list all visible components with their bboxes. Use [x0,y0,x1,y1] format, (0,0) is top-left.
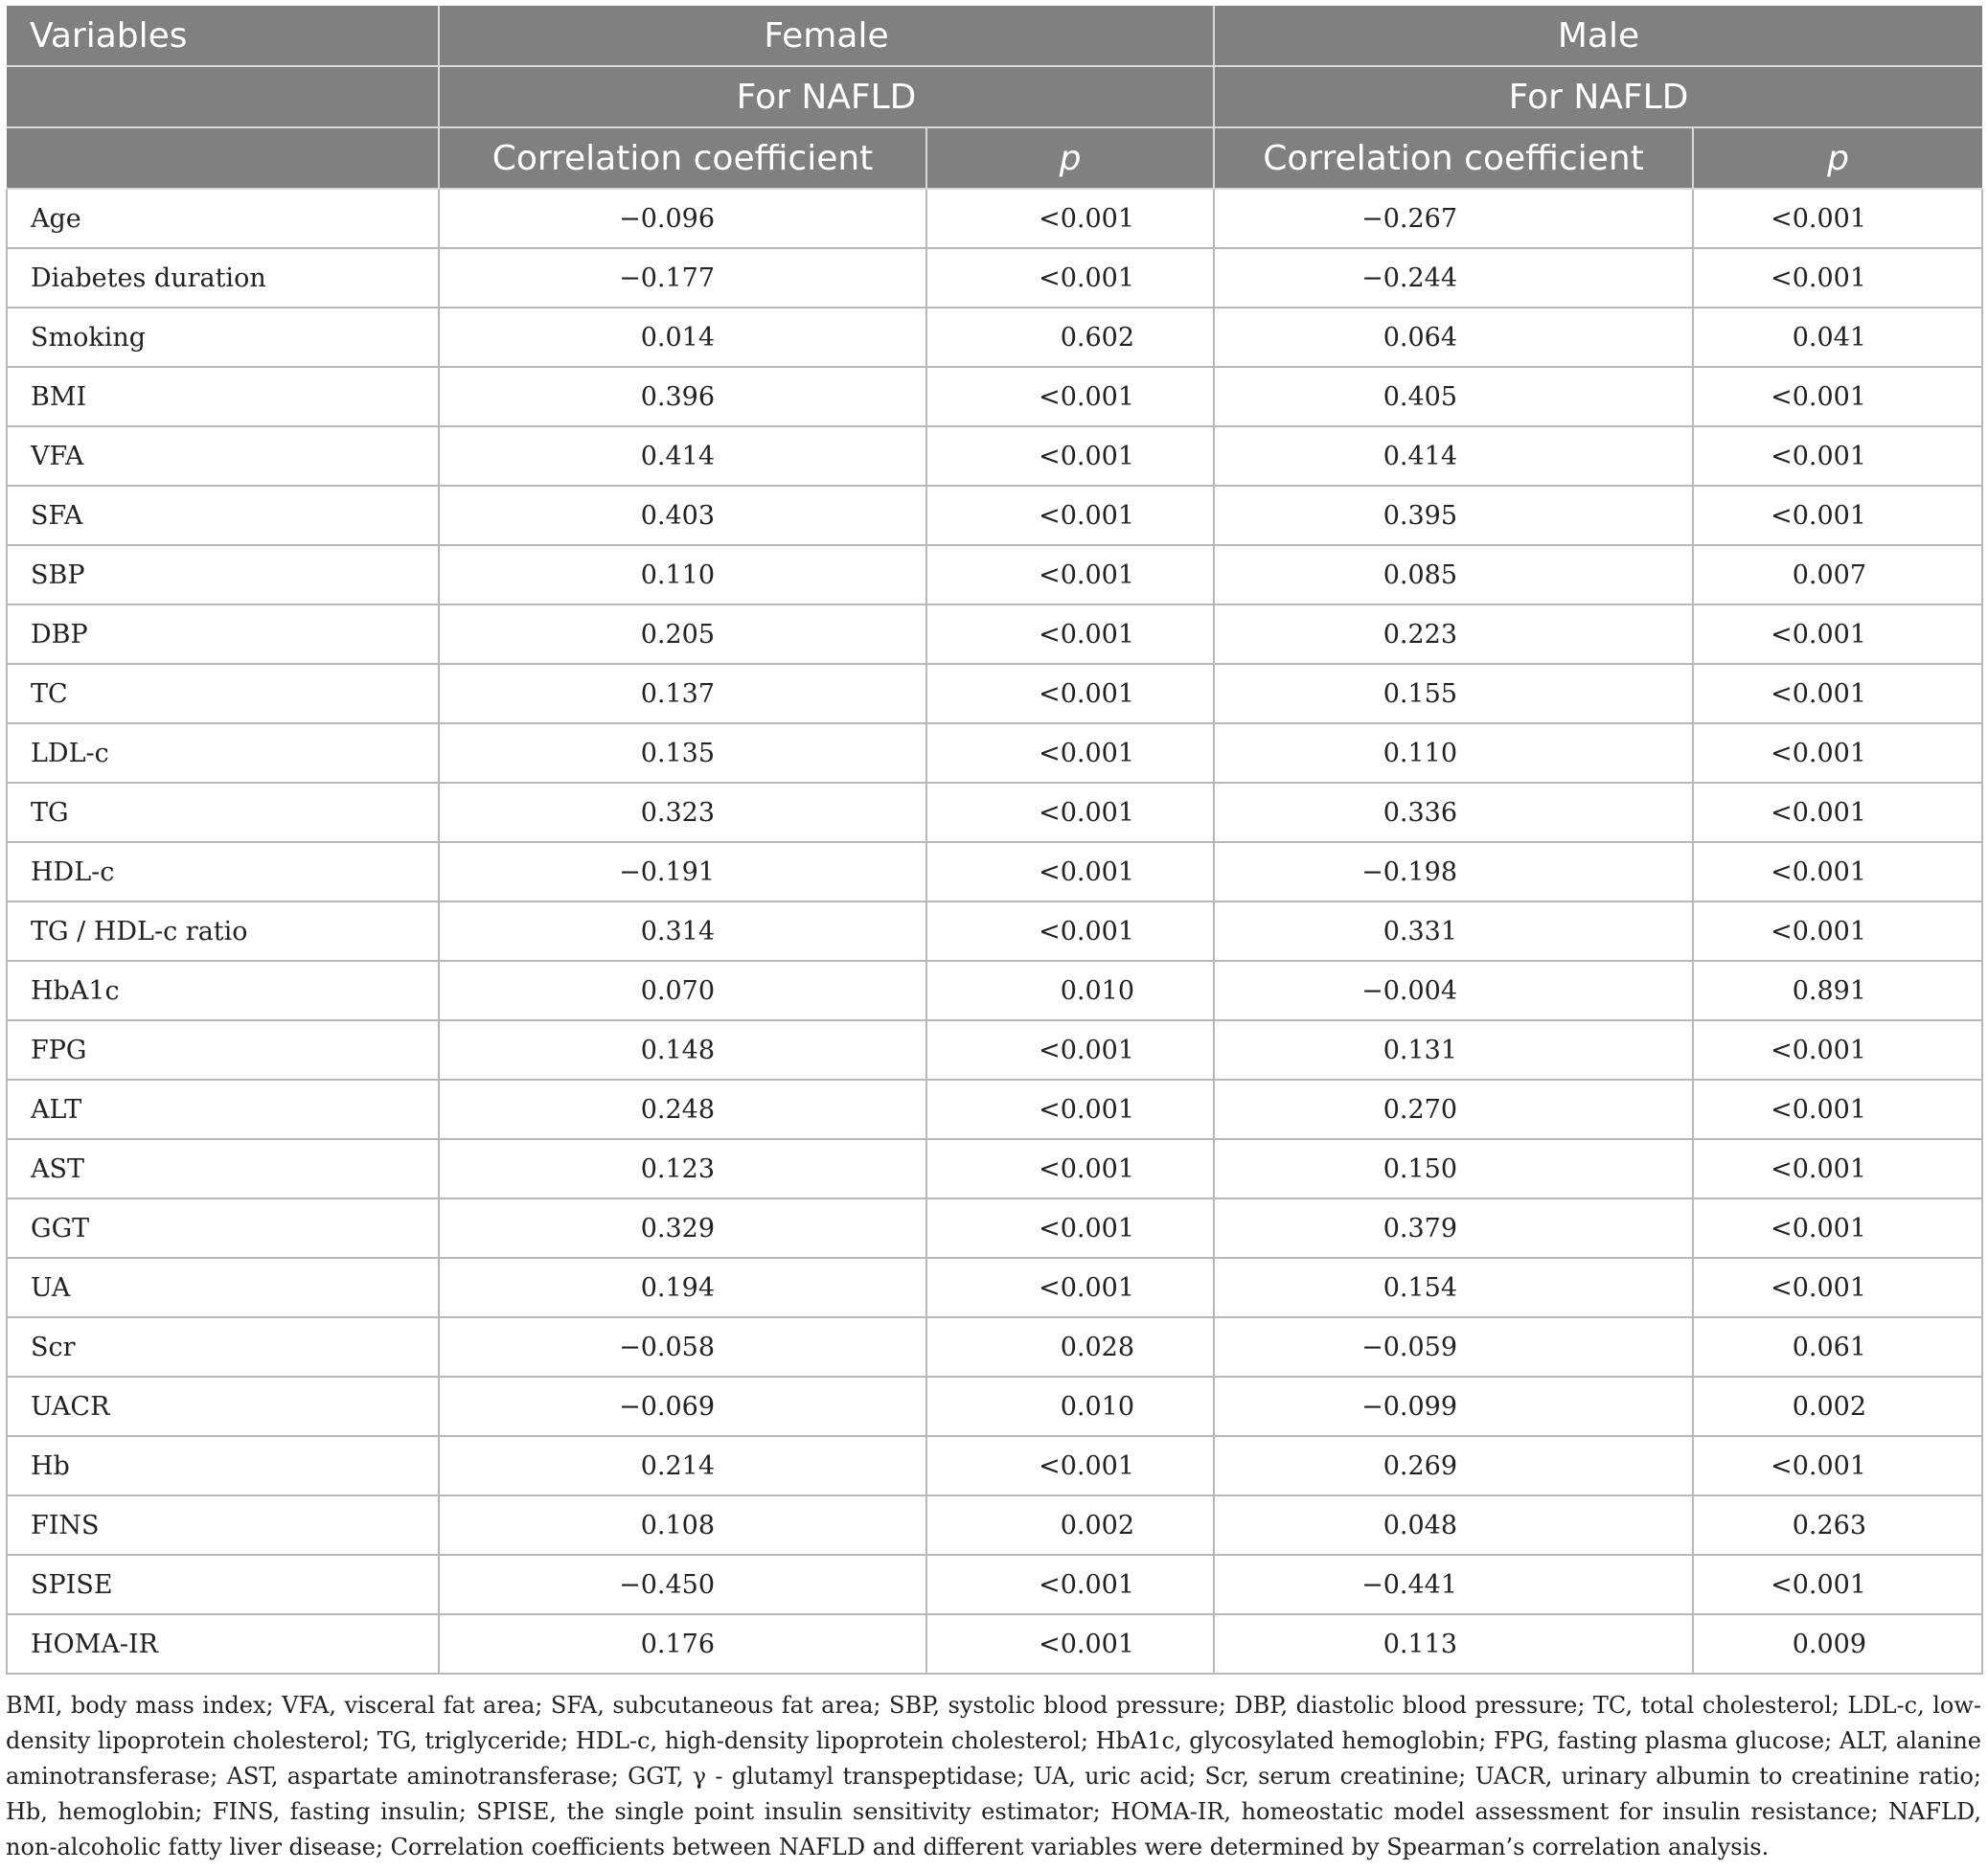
cell-variable: TG / HDL-c ratio [7,901,439,961]
cell-female-coefficient: 0.194 [439,1258,926,1317]
header-row-1 [7,6,1982,66]
cell-male-p: <0.001 [1693,783,1982,842]
cell-female-p: <0.001 [926,1139,1214,1198]
cell-male-p: <0.001 [1693,1258,1982,1317]
cell-male-coefficient: 0.405 [1214,367,1693,426]
cell-male-coefficient: −0.004 [1214,961,1693,1020]
cell-male-coefficient: 0.155 [1214,664,1693,723]
cell-female-p: <0.001 [926,367,1214,426]
table-row [7,961,1982,1020]
cell-female-p: <0.001 [926,842,1214,901]
cell-female-p: <0.001 [926,426,1214,486]
cell-female-p: <0.001 [926,664,1214,723]
cell-female-coefficient: 0.314 [439,901,926,961]
table-row [7,723,1982,783]
cell-male-coefficient: −0.198 [1214,842,1693,901]
cell-female-coefficient: 0.137 [439,664,926,723]
cell-female-p: <0.001 [926,1436,1214,1495]
table-row [7,1020,1982,1080]
table-row [7,1317,1982,1377]
cell-female-coefficient: −0.096 [439,189,926,248]
cell-male-coefficient: 0.064 [1214,308,1693,367]
cell-variable: BMI [7,367,439,426]
cell-variable: GGT [7,1198,439,1258]
cell-female-p: <0.001 [926,1258,1214,1317]
cell-male-coefficient: 0.336 [1214,783,1693,842]
cell-male-coefficient: 0.269 [1214,1436,1693,1495]
header-coef-female: Correlation coefficient [439,127,926,189]
correlation-table [6,6,1983,1675]
cell-female-p: 0.010 [926,961,1214,1020]
cell-female-p: <0.001 [926,1198,1214,1258]
header-for-nafld-male: For NAFLD [1214,66,1982,127]
cell-variable: HbA1c [7,961,439,1020]
cell-variable: HDL-c [7,842,439,901]
cell-male-p: <0.001 [1693,1020,1982,1080]
header-p-male: p [1693,127,1982,189]
cell-male-coefficient: 0.379 [1214,1198,1693,1258]
table-row [7,1080,1982,1139]
cell-male-p: 0.007 [1693,545,1982,605]
cell-male-p: <0.001 [1693,248,1982,308]
table-row [7,901,1982,961]
table-row [7,486,1982,545]
cell-female-p: <0.001 [926,605,1214,664]
cell-male-p: <0.001 [1693,189,1982,248]
table-row [7,308,1982,367]
cell-female-p: <0.001 [926,189,1214,248]
table-row [7,605,1982,664]
table-row [7,189,1982,248]
cell-variable: Smoking [7,308,439,367]
cell-female-coefficient: −0.450 [439,1555,926,1614]
cell-female-coefficient: −0.058 [439,1317,926,1377]
table-row [7,545,1982,605]
cell-female-p: <0.001 [926,1080,1214,1139]
cell-variable: SBP [7,545,439,605]
cell-male-p: 0.891 [1693,961,1982,1020]
cell-male-coefficient: −0.244 [1214,248,1693,308]
cell-female-coefficient: −0.177 [439,248,926,308]
cell-male-p: 0.041 [1693,308,1982,367]
cell-variable: DBP [7,605,439,664]
cell-female-coefficient: 0.214 [439,1436,926,1495]
cell-male-p: 0.061 [1693,1317,1982,1377]
cell-variable: UACR [7,1377,439,1436]
table-row [7,1258,1982,1317]
cell-female-coefficient: 0.205 [439,605,926,664]
cell-male-coefficient: 0.131 [1214,1020,1693,1080]
cell-female-p: <0.001 [926,1555,1214,1614]
cell-female-p: <0.001 [926,486,1214,545]
cell-male-p: <0.001 [1693,664,1982,723]
cell-male-coefficient: 0.414 [1214,426,1693,486]
table-footnote: BMI, body mass index; VFA, visceral fat area; SFA, subcutaneous fat area; SBP, systolic blood pressure; DBP, diastolic blood pressure; TC, total cholesterol; LDL-c, low-density lipoprotein cholesterol; TG, triglyceride; HDL-c, high-density lipoprotein cholesterol; HbA1c, glycosylated hemoglobin; FPG, fasting plasma glucose; ALT, alanine aminotransferase; AST, aspartate aminotransferase; GGT, γ - glutamyl transpeptidase; UA, uric acid; Scr, serum creatinine; UACR, urinary albumin to creatinine ratio; Hb, hemoglobin; FINS, fasting insulin; SPISE, the single point insulin sensitivity estimator; HOMA-IR, homeostatic model assessment for insulin resistance; NAFLD, non-alcoholic fatty liver disease; Correlation coefficients between NAFLD and different variables were determined by Spearman’s correlation analysis. [6,1692,1981,1860]
cell-female-p: 0.002 [926,1495,1214,1555]
table-row [7,426,1982,486]
table-row [7,367,1982,426]
cell-male-coefficient: 0.150 [1214,1139,1693,1198]
cell-female-coefficient: 0.110 [439,545,926,605]
header-variables: Variables [7,6,439,66]
cell-variable: AST [7,1139,439,1198]
cell-male-p: <0.001 [1693,1139,1982,1198]
cell-female-p: 0.010 [926,1377,1214,1436]
header-coef-male: Correlation coefficient [1214,127,1693,189]
cell-variable: ALT [7,1080,439,1139]
cell-variable: Hb [7,1436,439,1495]
cell-female-coefficient: 0.108 [439,1495,926,1555]
cell-variable: SPISE [7,1555,439,1614]
cell-male-p: <0.001 [1693,901,1982,961]
cell-male-coefficient: −0.267 [1214,189,1693,248]
table-row [7,842,1982,901]
cell-female-coefficient: 0.248 [439,1080,926,1139]
cell-male-p: <0.001 [1693,1198,1982,1258]
cell-female-p: 0.602 [926,308,1214,367]
cell-female-p: 0.028 [926,1317,1214,1377]
cell-female-p: <0.001 [926,783,1214,842]
table-row [7,783,1982,842]
cell-male-p: 0.263 [1693,1495,1982,1555]
cell-female-coefficient: 0.403 [439,486,926,545]
cell-variable: Diabetes duration [7,248,439,308]
cell-male-p: <0.001 [1693,367,1982,426]
table-row [7,1198,1982,1258]
table-row [7,1495,1982,1555]
cell-female-coefficient: 0.414 [439,426,926,486]
cell-female-p: <0.001 [926,901,1214,961]
cell-male-coefficient: 0.110 [1214,723,1693,783]
cell-variable: HOMA-IR [7,1614,439,1674]
cell-variable: UA [7,1258,439,1317]
table-header [7,6,1982,189]
table-row [7,1377,1982,1436]
table-row [7,664,1982,723]
cell-female-coefficient: 0.396 [439,367,926,426]
cell-female-coefficient: 0.135 [439,723,926,783]
header-male: Male [1214,6,1982,66]
cell-female-coefficient: −0.191 [439,842,926,901]
cell-variable: SFA [7,486,439,545]
cell-male-p: <0.001 [1693,486,1982,545]
cell-male-p: <0.001 [1693,605,1982,664]
cell-male-p: <0.001 [1693,1080,1982,1139]
cell-female-coefficient: 0.329 [439,1198,926,1258]
header-row-2 [7,66,1982,127]
table-body [7,189,1982,1674]
correlation-table-container [6,6,1981,1675]
cell-female-p: <0.001 [926,545,1214,605]
header-empty-cell [7,127,439,189]
header-row-3 [7,127,1982,189]
cell-female-p: <0.001 [926,1614,1214,1674]
cell-variable: Age [7,189,439,248]
cell-male-p: <0.001 [1693,842,1982,901]
cell-male-coefficient: 0.270 [1214,1080,1693,1139]
cell-male-p: <0.001 [1693,426,1982,486]
cell-male-coefficient: 0.113 [1214,1614,1693,1674]
cell-female-coefficient: 0.176 [439,1614,926,1674]
cell-variable: LDL-c [7,723,439,783]
table-row [7,1436,1982,1495]
table-row [7,1614,1982,1674]
cell-female-p: <0.001 [926,723,1214,783]
cell-variable: VFA [7,426,439,486]
cell-variable: TC [7,664,439,723]
cell-variable: FPG [7,1020,439,1080]
cell-male-coefficient: −0.441 [1214,1555,1693,1614]
cell-female-coefficient: 0.014 [439,308,926,367]
cell-male-p: 0.009 [1693,1614,1982,1674]
header-empty-cell [7,66,439,127]
cell-male-p: <0.001 [1693,723,1982,783]
cell-male-p: <0.001 [1693,1555,1982,1614]
cell-male-coefficient: −0.059 [1214,1317,1693,1377]
header-for-nafld-female: For NAFLD [439,66,1214,127]
cell-male-p: <0.001 [1693,1436,1982,1495]
table-row [7,1555,1982,1614]
cell-male-coefficient: −0.099 [1214,1377,1693,1436]
header-p-female: p [926,127,1214,189]
cell-male-coefficient: 0.048 [1214,1495,1693,1555]
table-row [7,1139,1982,1198]
cell-female-coefficient: 0.070 [439,961,926,1020]
cell-female-coefficient: 0.323 [439,783,926,842]
cell-male-coefficient: 0.154 [1214,1258,1693,1317]
cell-male-p: 0.002 [1693,1377,1982,1436]
cell-female-p: <0.001 [926,248,1214,308]
header-female: Female [439,6,1214,66]
cell-female-coefficient: 0.148 [439,1020,926,1080]
table-row [7,248,1982,308]
cell-female-coefficient: −0.069 [439,1377,926,1436]
cell-male-coefficient: 0.395 [1214,486,1693,545]
cell-male-coefficient: 0.331 [1214,901,1693,961]
cell-male-coefficient: 0.085 [1214,545,1693,605]
cell-variable: TG [7,783,439,842]
cell-variable: Scr [7,1317,439,1377]
cell-male-coefficient: 0.223 [1214,605,1693,664]
cell-variable: FINS [7,1495,439,1555]
cell-female-p: <0.001 [926,1020,1214,1080]
cell-female-coefficient: 0.123 [439,1139,926,1198]
